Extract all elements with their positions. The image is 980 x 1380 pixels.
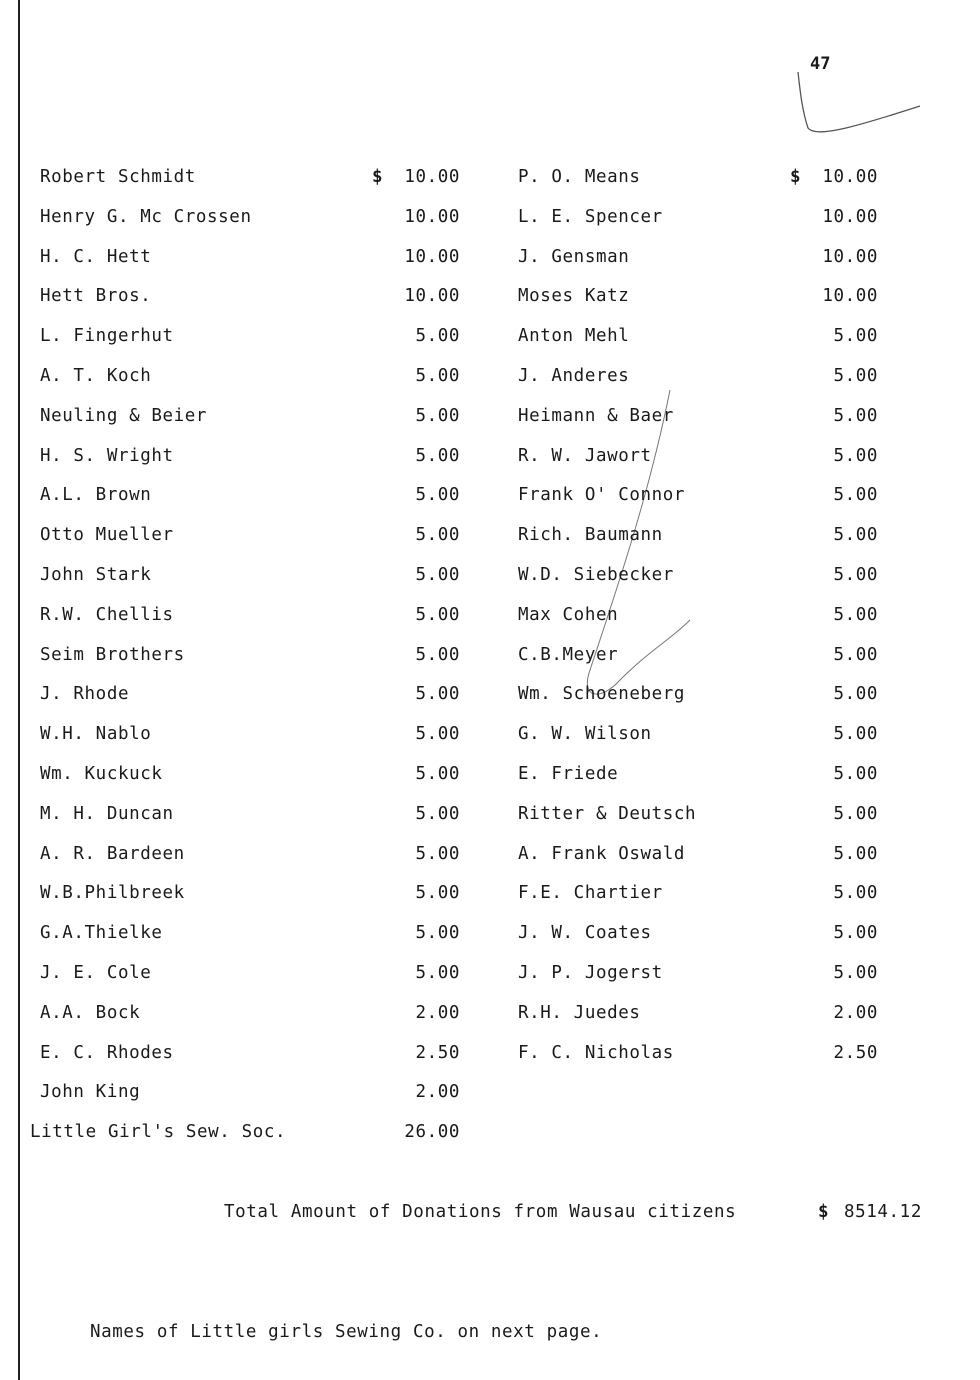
donor-row — [40, 286, 460, 326]
donor-row — [518, 1043, 878, 1083]
donation-amount: 5.00 — [415, 604, 460, 625]
donor-name: L. Fingerhut — [40, 326, 174, 347]
donor-row — [40, 485, 460, 525]
donation-amount: 2.00 — [415, 1002, 460, 1023]
donor-row — [518, 844, 878, 884]
donation-amount: 5.00 — [415, 644, 460, 665]
total-donations-line — [224, 1202, 922, 1222]
donor-name: John Stark — [40, 564, 152, 585]
donor-row — [518, 406, 878, 446]
donor-row — [40, 724, 460, 764]
donor-name: J. Rhode — [40, 684, 130, 705]
donor-name: W.D. Siebecker — [518, 564, 674, 585]
donor-row — [40, 645, 460, 685]
donation-amount: 10.00 — [822, 286, 878, 307]
donor-row — [40, 804, 460, 844]
donor-name: Frank O' Connor — [518, 485, 686, 506]
donor-name: Henry G. Mc Crossen — [40, 206, 252, 227]
donation-amount: 10.00 — [404, 206, 460, 227]
donor-name: Wm. Kuckuck — [40, 763, 163, 784]
donation-amount: 5.00 — [415, 525, 460, 546]
donation-amount: 5.00 — [833, 684, 878, 705]
donation-amount: 5.00 — [415, 445, 460, 466]
donation-amount: 5.00 — [833, 365, 878, 386]
donation-amount: 5.00 — [833, 962, 878, 983]
donor-row — [40, 1003, 460, 1043]
donor-name: L. E. Spencer — [518, 206, 663, 227]
donor-name: Rich. Baumann — [518, 525, 663, 546]
donor-row — [518, 883, 878, 923]
donor-row — [40, 963, 460, 1003]
margin-rule — [18, 0, 20, 1380]
donor-row — [40, 366, 460, 406]
donation-amount: 5.00 — [415, 564, 460, 585]
donor-row — [40, 1043, 460, 1083]
donation-amount: 2.00 — [415, 1082, 460, 1103]
donor-row — [40, 406, 460, 446]
donor-name: H. S. Wright — [40, 445, 174, 466]
donor-name: F.E. Chartier — [518, 883, 663, 904]
donation-amount: 5.00 — [415, 923, 460, 944]
donation-amount: 5.00 — [833, 604, 878, 625]
donor-name: P. O. Means — [518, 167, 641, 187]
donation-amount: 5.00 — [833, 923, 878, 944]
donor-name: A. Frank Oswald — [518, 843, 686, 864]
donation-amount: 5.00 — [415, 326, 460, 347]
donation-amount: 5.00 — [415, 883, 460, 904]
donor-name: J. P. Jogerst — [518, 962, 663, 983]
donor-row — [518, 645, 878, 685]
donor-name: J. Anderes — [518, 365, 630, 386]
donation-amount: 5.00 — [415, 803, 460, 824]
donor-row — [518, 167, 878, 207]
donor-row — [518, 485, 878, 525]
donation-amount: 5.00 — [833, 485, 878, 506]
donor-name: A.A. Bock — [40, 1002, 141, 1023]
donation-amount: 5.00 — [833, 525, 878, 546]
donor-name: R.W. Chellis — [40, 604, 174, 625]
donor-name: W.H. Nablo — [40, 724, 152, 745]
donation-amount: 5.00 — [833, 883, 878, 904]
donor-name: J. E. Cole — [40, 962, 152, 983]
donor-row — [40, 844, 460, 884]
total-label: Total Amount of Donations from Wausau citizens — [224, 1202, 737, 1222]
donor-name: R.H. Juedes — [518, 1002, 641, 1023]
donor-row — [40, 605, 460, 645]
donor-row — [518, 764, 878, 804]
donor-row — [40, 525, 460, 565]
donor-name: Wm. Schoeneberg — [518, 684, 686, 705]
donor-row — [518, 565, 878, 605]
donor-name: R. W. Jawort — [518, 445, 652, 466]
donation-amount: 5.00 — [415, 365, 460, 386]
donation-amount: 5.00 — [833, 724, 878, 745]
total-dollar-sign: $ — [818, 1202, 830, 1222]
donor-name: Max Cohen — [518, 604, 619, 625]
donor-name: F. C. Nicholas — [518, 1042, 674, 1063]
donation-amount: 5.00 — [833, 564, 878, 585]
donor-row — [40, 923, 460, 963]
donor-name: Otto Mueller — [40, 525, 174, 546]
donor-name: E. C. Rhodes — [40, 1042, 174, 1063]
donation-amount: 5.00 — [833, 405, 878, 426]
donor-row — [30, 1122, 460, 1162]
donor-row — [518, 1003, 878, 1043]
donation-amount: 5.00 — [415, 485, 460, 506]
donor-row — [518, 326, 878, 366]
donor-name: G. W. Wilson — [518, 724, 652, 745]
donor-row — [40, 167, 460, 207]
donor-name: Hett Bros. — [40, 286, 152, 307]
donor-row — [518, 605, 878, 645]
donation-amount: 5.00 — [833, 326, 878, 347]
donation-amount: 5.00 — [415, 724, 460, 745]
donation-amount: 10.00 — [822, 206, 878, 227]
donor-name: J. W. Coates — [518, 923, 652, 944]
donor-name: A. T. Koch — [40, 365, 152, 386]
donation-amount: 10.00 — [822, 246, 878, 267]
total-value: 8514.12 — [844, 1202, 922, 1222]
footnote: Names of Little girls Sewing Co. on next page. — [90, 1322, 603, 1342]
donation-amount: 10.00 — [822, 167, 878, 187]
donor-row — [40, 883, 460, 923]
donor-name: Robert Schmidt — [40, 167, 196, 187]
donation-amount: 5.00 — [833, 445, 878, 466]
donor-row — [40, 446, 460, 486]
donor-name: M. H. Duncan — [40, 803, 174, 824]
donor-name: Heimann & Baer — [518, 405, 674, 426]
donor-name: G.A.Thielke — [40, 923, 163, 944]
donor-row — [518, 923, 878, 963]
donor-row — [518, 286, 878, 326]
donation-amount: 5.00 — [415, 684, 460, 705]
donor-name: W.B.Philbreek — [40, 883, 185, 904]
donation-amount: 26.00 — [404, 1122, 460, 1143]
donor-name: Moses Katz — [518, 286, 630, 307]
donor-name: J. Gensman — [518, 246, 630, 267]
donor-name: E. Friede — [518, 763, 619, 784]
donor-row — [40, 326, 460, 366]
donor-row — [40, 207, 460, 247]
donor-list-right — [518, 167, 878, 1082]
dollar-sign: $ — [790, 167, 802, 187]
donor-row — [518, 804, 878, 844]
donation-amount: 10.00 — [404, 246, 460, 267]
donor-name: Anton Mehl — [518, 326, 630, 347]
donor-row — [518, 446, 878, 486]
donor-name: A. R. Bardeen — [40, 843, 185, 864]
donor-row — [518, 963, 878, 1003]
donation-amount: 2.50 — [415, 1042, 460, 1063]
donation-amount: 2.00 — [833, 1002, 878, 1023]
donor-row — [518, 724, 878, 764]
donor-row — [518, 525, 878, 565]
pencil-mark — [792, 70, 932, 145]
donor-row — [518, 247, 878, 287]
donor-name: Ritter & Deutsch — [518, 803, 697, 824]
donation-amount: 5.00 — [833, 843, 878, 864]
donor-name: C.B.Meyer — [518, 644, 619, 665]
donor-name: Little Girl's Sew. Soc. — [30, 1122, 287, 1143]
donor-row — [40, 565, 460, 605]
donation-amount: 10.00 — [404, 286, 460, 307]
donor-row — [518, 684, 878, 724]
donor-name: Neuling & Beier — [40, 405, 208, 426]
donation-amount: 10.00 — [404, 167, 460, 187]
dollar-sign: $ — [372, 167, 384, 187]
donor-row — [40, 764, 460, 804]
donor-row — [40, 247, 460, 287]
donor-name: Seim Brothers — [40, 644, 185, 665]
donor-row — [40, 684, 460, 724]
donation-amount: 5.00 — [415, 763, 460, 784]
donor-name: H. C. Hett — [40, 246, 152, 267]
donation-amount: 5.00 — [415, 843, 460, 864]
donation-amount: 5.00 — [833, 803, 878, 824]
donor-name: A.L. Brown — [40, 485, 152, 506]
page-number: 47 — [810, 54, 831, 74]
donor-row — [40, 1082, 460, 1122]
donation-amount: 5.00 — [833, 763, 878, 784]
donor-name: John King — [40, 1082, 141, 1103]
donor-row — [518, 207, 878, 247]
donation-amount: 2.50 — [833, 1042, 878, 1063]
donation-amount: 5.00 — [415, 962, 460, 983]
donation-amount: 5.00 — [833, 644, 878, 665]
donor-row — [518, 366, 878, 406]
donation-amount: 5.00 — [415, 405, 460, 426]
donor-list-left — [30, 167, 460, 1162]
